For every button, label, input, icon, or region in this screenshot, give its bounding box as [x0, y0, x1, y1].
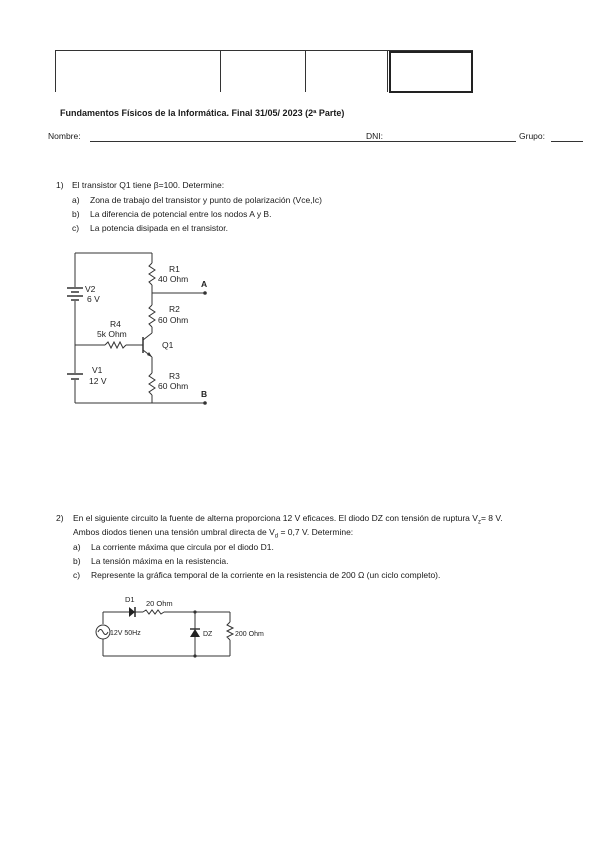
q1-emitter-arrow: [147, 352, 152, 357]
v2-value: 6 V: [87, 294, 100, 304]
dni-field[interactable]: [386, 141, 516, 142]
grade-cell: [55, 51, 56, 92]
r2-zigzag: [149, 305, 155, 327]
node-b-dot: [203, 401, 207, 405]
r4-label: R4: [110, 319, 121, 329]
q2-item-letter: a): [73, 542, 81, 552]
q1-item-text: Zona de trabajo del transistor y punto de polarización (Vce,Ic): [90, 195, 322, 205]
q2-line1-end: = 8 V.: [480, 513, 503, 523]
q2-item-text: La corriente máxima que circula por el diodo D1.: [91, 542, 274, 552]
r4-value: 5k Ohm: [97, 329, 127, 339]
grade-table: [55, 50, 473, 92]
q2-item-text: La tensión máxima en la resistencia.: [91, 556, 229, 566]
final-grade-box: [389, 51, 473, 93]
q2-line1-text: En el siguiente circuito la fuente de alterna proporciona 12 V eficaces. El diodo DZ con tensión de ruptura V: [73, 513, 478, 523]
q2-line2-end: = 0,7 V. Determine:: [278, 527, 354, 537]
node-b-label: B: [201, 389, 208, 399]
ac-source-wave: [98, 630, 108, 635]
v2-label: V2: [85, 284, 96, 294]
r1-zigzag: [149, 263, 155, 285]
grupo-field[interactable]: [551, 141, 583, 142]
student-fields: [48, 131, 588, 145]
nombre-label: Nombre:: [48, 131, 81, 141]
r4-zigzag: [105, 342, 126, 348]
q1-item-letter: b): [72, 209, 80, 219]
q1-label: Q1: [162, 340, 174, 350]
v1-label: V1: [92, 365, 103, 375]
question2-number: 2): [56, 513, 64, 523]
series-resistor-zigzag: [143, 610, 164, 614]
vd-subscript: d: [274, 533, 279, 540]
r1-label: R1: [169, 264, 180, 274]
question1-prompt: El transistor Q1 tiene β=100. Determine:: [72, 180, 225, 190]
q1-item-letter: a): [72, 195, 80, 205]
junction-dot: [193, 610, 196, 613]
nombre-field[interactable]: [90, 141, 415, 142]
grupo-label: Grupo:: [519, 131, 545, 141]
r3-zigzag: [149, 373, 155, 395]
dz-label: DZ: [203, 631, 213, 638]
q1-item-text: La diferencia de potencial entre los nodos A y B.: [90, 209, 272, 219]
r3-label: R3: [169, 371, 180, 381]
q1-collector: [143, 333, 152, 340]
grade-cell: [305, 51, 306, 92]
r3-value: 60 Ohm: [158, 381, 189, 391]
vz-subscript: z: [477, 519, 481, 526]
transistor-circuit-diagram: [55, 245, 235, 410]
d1-label: D1: [125, 595, 135, 604]
node-a-dot: [203, 291, 207, 295]
series-resistor-value: 20 Ohm: [146, 599, 173, 608]
ac-source-label: 12V 50Hz: [110, 630, 141, 637]
q2-item-letter: b): [73, 556, 81, 566]
junction-dot: [193, 654, 196, 657]
question1-number: 1): [56, 180, 64, 190]
d1-diode-icon: [129, 607, 135, 617]
exam-title: Fundamentos Físicos de la Informática. Final 31/05/ 2023 (2ª Parte): [60, 108, 345, 118]
node-a-label: A: [201, 279, 208, 289]
r2-label: R2: [169, 304, 180, 314]
grade-cell: [387, 51, 388, 92]
v1-value: 12 V: [89, 376, 107, 386]
q2-line2-text: Ambos diodos tienen una tensión umbral directa de V: [73, 527, 275, 537]
q1-item-letter: c): [72, 223, 80, 233]
q2-item-letter: c): [73, 570, 81, 580]
zener-circuit-diagram: [85, 592, 275, 664]
q2-item-text: Represente la gráfica temporal de la corriente en la resistencia de 200 Ω (un ciclo completo).: [91, 570, 441, 580]
dni-label: DNI:: [366, 131, 383, 141]
load-resistor-zigzag: [227, 622, 233, 640]
load-resistor-value: 200 Ohm: [235, 631, 264, 638]
r1-value: 40 Ohm: [158, 274, 189, 284]
q1-item-text: La potencia disipada en el transistor.: [90, 223, 228, 233]
dz-diode-icon: [190, 629, 200, 637]
grade-cell: [220, 51, 221, 92]
r2-value: 60 Ohm: [158, 315, 189, 325]
